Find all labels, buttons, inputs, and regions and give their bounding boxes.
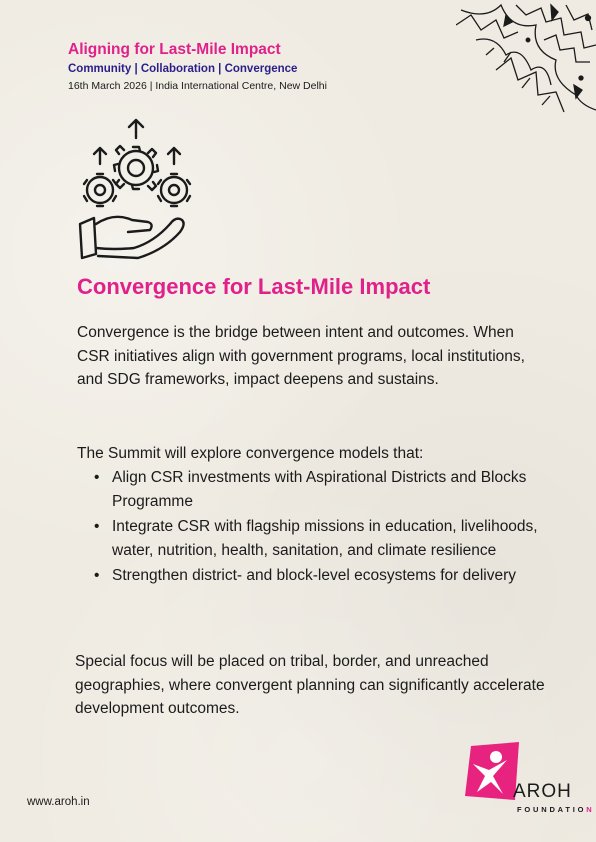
convergence-models-list xyxy=(91,466,551,590)
header xyxy=(68,40,327,93)
list-item: • Integrate CSR with flagship missions in education, livelihoods, water, nutrition, health, sanitation, and climate resilience xyxy=(91,515,551,562)
website-link[interactable]: www.aroh.in xyxy=(27,796,90,808)
logo-wordmark: AROH xyxy=(513,781,572,802)
event-date-venue: 16th March 2026 | India International Centre, New Delhi xyxy=(68,80,327,92)
gears-on-hand-icon xyxy=(74,116,194,266)
logo-subtitle: FOUNDATION xyxy=(517,805,595,814)
event-subtitle: Community | Collaboration | Convergence xyxy=(68,63,298,75)
closing-paragraph: Special focus will be placed on tribal, border, and unreached geographies, where convergent planning can significantly accelerate development outcomes. xyxy=(75,653,545,717)
aroh-foundation-logo xyxy=(463,742,595,832)
section-title: Convergence for Last-Mile Impact xyxy=(77,274,431,299)
event-title: Aligning for Last-Mile Impact xyxy=(68,41,281,58)
mandala-ornament-icon xyxy=(456,0,596,120)
list-item: • Align CSR investments with Aspirational Districts and Blocks Programme xyxy=(91,466,551,513)
list-item: • Strengthen district- and block-level ecosystems for delivery xyxy=(91,564,551,588)
lead-paragraph: The Summit will explore convergence models that: xyxy=(77,445,424,462)
intro-paragraph: Convergence is the bridge between intent and outcomes. When CSR initiatives align with government programs, local institutions, and SDG frameworks, impact deepens and sustains. xyxy=(77,324,525,388)
